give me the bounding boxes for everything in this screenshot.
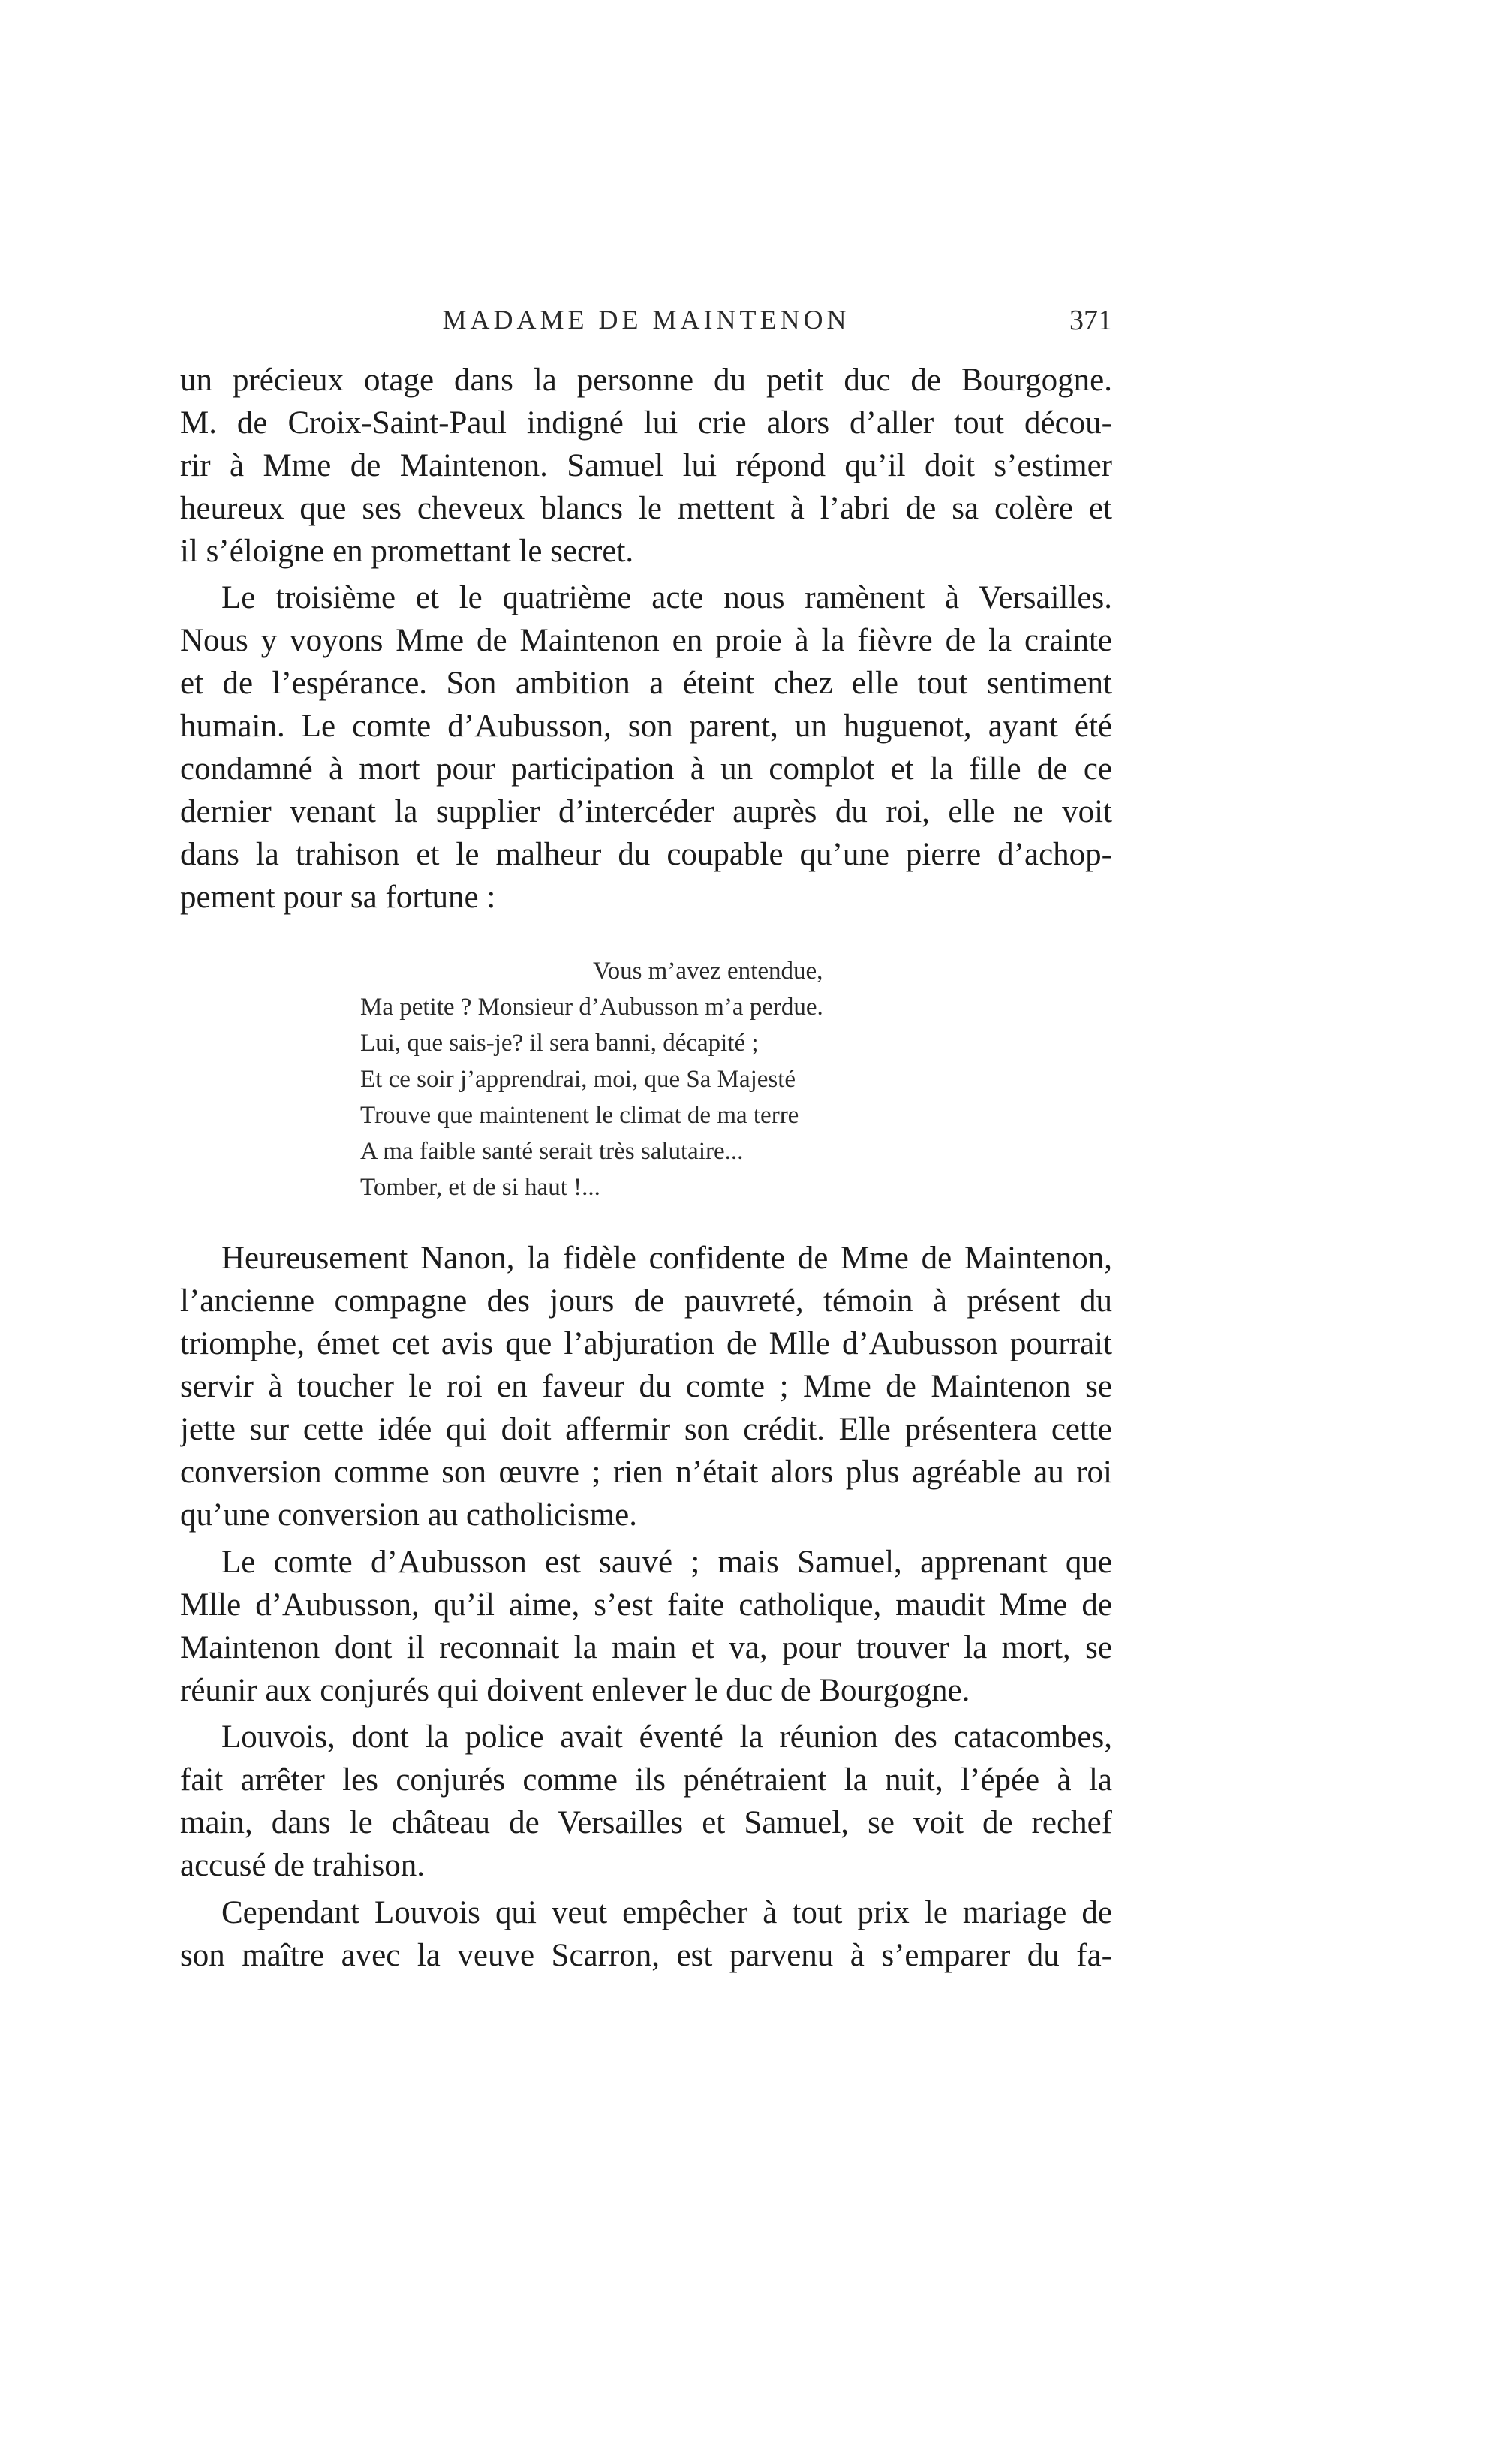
text-line: triomphe, émet cet avis que l’abjuration de Mlle d’Aubusson pourrait [180,1326,1112,1361]
verse-quotation [360,953,931,1205]
page-number: 371 [1069,305,1112,336]
paragraph-3 [180,1237,1112,1536]
text-line: Le troisième et le quatrième acte nous ramènent à Versailles. [221,580,1112,615]
text-line: conversion comme son œuvre ; rien n’était alors plus agréable au roi [180,1455,1112,1490]
text-line: Maintenon dont il reconnait la main et va, pour trouver la mort, se [180,1630,1112,1665]
text-line: Le comte d’Aubusson est sauvé ; mais Samuel, apprenant que [221,1545,1112,1580]
text-line: humain. Le comte d’Aubusson, son parent, un huguenot, ayant été [180,709,1112,744]
text-line: son maître avec la veuve Scarron, est parvenu à s’emparer du fa- [180,1938,1112,1973]
text-line: un précieux otage dans la personne du petit duc de Bourgogne. [180,363,1112,398]
text-line: il s’éloigne en promettant le secret. [180,534,634,569]
text-line: qu’une conversion au catholicisme. [180,1497,637,1533]
text-line: jette sur cette idée qui doit affermir son crédit. Elle présentera cette [180,1412,1112,1447]
text-line: Mlle d’Aubusson, qu’il aime, s’est faite catholique, maudit Mme de [180,1587,1112,1623]
text-line: main, dans le château de Versailles et Samuel, se voit de rechef [180,1805,1112,1840]
verse-line: Vous m’avez entendue, [593,958,823,985]
text-line: pement pour sa fortune : [180,880,496,915]
text-line: et de l’espérance. Son ambition a éteint chez elle tout sentiment [180,666,1112,701]
text-line: l’ancienne compagne des jours de pauvreté, témoin à présent du [180,1283,1112,1319]
text-line: Louvois, dont la police avait éventé la réunion des catacombes, [221,1719,1112,1755]
verse-line: Et ce soir j’apprendrai, moi, que Sa Majesté [360,1066,796,1093]
paragraph-4 [180,1541,1112,1712]
text-line: Heureusement Nanon, la fidèle confidente de Mme de Maintenon, [221,1241,1112,1276]
text-line: réunir aux conjurés qui doivent enlever le duc de Bourgogne. [180,1673,970,1708]
text-line: accusé de trahison. [180,1848,425,1883]
text-line: Cependant Louvois qui veut empêcher à tout prix le mariage de [221,1895,1112,1930]
text-line: fait arrêter les conjurés comme ils pénétraient la nuit, l’épée à la [180,1762,1112,1798]
paragraph-6 [180,1891,1112,1977]
text-line: Nous y voyons Mme de Maintenon en proie à la fièvre de la crainte [180,623,1112,658]
text-line: dans la trahison et le malheur du coupable qu’une pierre d’achop- [180,837,1112,872]
paragraph-2 [180,576,1112,919]
running-title: MADAME DE MAINTENON [442,305,850,335]
text-line: rir à Mme de Maintenon. Samuel lui répond qu’il doit s’estimer [180,448,1112,483]
text-line: condamné à mort pour participation à un complot et la fille de ce [180,751,1112,787]
text-line: servir à toucher le roi en faveur du comte ; Mme de Maintenon se [180,1369,1112,1404]
verse-line: Tomber, et de si haut !... [360,1174,600,1201]
verse-line: A ma faible santé serait très salutaire... [360,1138,744,1165]
running-head [180,304,1112,343]
paragraph-1 [180,359,1112,573]
paragraph-5 [180,1716,1112,1887]
text-line: M. de Croix-Saint-Paul indigné lui crie alors d’aller tout décou- [180,405,1112,441]
verse-line: Ma petite ? Monsieur d’Aubusson m’a perdue. [360,994,823,1021]
verse-line: Lui, que sais-je? il sera banni, décapité ; [360,1030,759,1057]
verse-line: Trouve que maintenent le climat de ma terre [360,1102,799,1129]
text-line: heureux que ses cheveux blancs le mettent à l’abri de sa colère et [180,491,1112,526]
text-line: dernier venant la supplier d’intercéder auprès du roi, elle ne voit [180,794,1112,829]
